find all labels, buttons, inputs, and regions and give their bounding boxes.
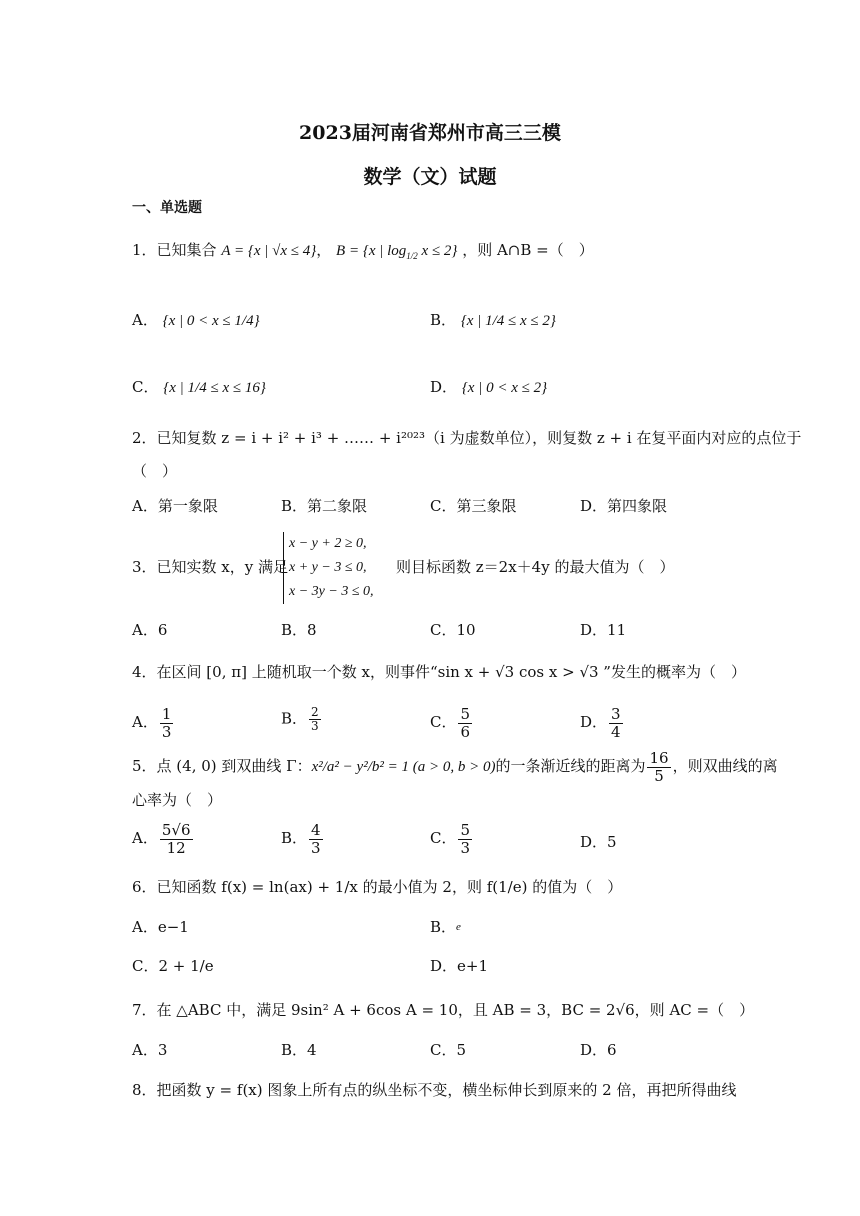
q1-option-b: B． {x | 1/4 ≤ x ≤ 2}: [430, 311, 556, 329]
question-4-stem: 4．在区间 [0, π] 上随机取一个数 x，则事件“sin x + √3 cos x > √3 ”发生的概率为（ ）: [132, 663, 746, 681]
q2-option-d: D．第四象限: [580, 497, 668, 515]
q5-option-b: B． $\frac{4}{3}$: [281, 821, 321, 857]
section-heading: 一、单选题: [132, 200, 202, 216]
question-2-stem-cont: （ ）: [132, 462, 178, 480]
q7-option-b: B．4: [281, 1041, 317, 1059]
q7-option-a: A．3: [132, 1041, 168, 1059]
q1-option-d: D． {x | 0 < x ≤ 2}: [430, 378, 548, 396]
q5-option-a: A． $\frac{5√6}{12}$: [132, 821, 191, 857]
page-subtitle: 数学（文）试题: [363, 166, 497, 188]
q3-constraint-2: x + y − 3 ≤ 0,: [289, 560, 367, 575]
q3-option-c: C．10: [430, 621, 476, 639]
question-5-stem: 5．点 (4, 0) 到双曲线 Γ：x²/a² − y²/b² = 1 (a > 0, b > 0)的一条渐近线的距离为 $\frac{16}{5}$ ，则双曲线的离: [132, 749, 778, 785]
q1-set-a: A = {x | √x ≤ 4}: [221, 243, 317, 259]
q1-option-c: C． {x | 1/4 ≤ x ≤ 16}: [132, 378, 266, 396]
q5-option-c: C． $\frac{5}{3}$: [430, 821, 471, 857]
q4-option-d: D． $\frac{3}{4}$: [580, 705, 621, 741]
question-6-stem: 6．已知函数 f(x) = ln(ax) + 1/x 的最小值为 2，则 f(1/e) 的值为（ ）: [132, 878, 623, 896]
q6-option-a: A．e−1: [132, 918, 189, 936]
page-title: 2023届河南省郑州市高三三模: [299, 122, 561, 144]
question-5-stem-cont: 心率为（ ）: [132, 791, 223, 809]
question-3-stem-a: 3．已知实数 x，y 满足: [132, 558, 289, 576]
q3-option-d: D．11: [580, 621, 627, 639]
q2-option-b: B．第二象限: [281, 497, 368, 515]
q1-set-b: B = {x | $\log_{1/2} x \le 2$}: [336, 243, 458, 261]
q6-option-d: D．e+1: [430, 957, 489, 975]
q2-option-c: C．第三象限: [430, 497, 517, 515]
q3-constraint-1: x − y + 2 ≥ 0,: [289, 536, 367, 551]
q2-option-a: A．第一象限: [132, 497, 218, 515]
q7-option-d: D．6: [580, 1041, 617, 1059]
question-1-stem: 1．已知集合 A = {x | √x ≤ 4}， B = {x | $\log_{1/2} x \le 2$} ，则 A∩B =（ ）: [132, 241, 594, 261]
q5-hyperbola-equation: x²/a² − y²/b² = 1 (a > 0, b > 0): [311, 759, 496, 775]
question-2-stem: 2．已知复数 z = i + i² + i³ + …… + i²⁰²³（i 为虚数单位），则复数 z + i 在复平面内对应的点位于: [132, 429, 802, 447]
question-3-stem-b: 则目标函数 z＝2x＋4y 的最大值为（ ）: [396, 558, 675, 576]
question-7-stem: 7．在 △ABC 中，满足 9sin² A + 6cos A = 10，且 AB = 3，BC = 2√6，则 AC =（ ）: [132, 1001, 755, 1019]
q7-option-c: C．5: [430, 1041, 467, 1059]
q3-option-b: B．8: [281, 621, 317, 639]
q1-option-a: A． {x | 0 < x ≤ 1/4}: [132, 311, 260, 329]
q6-option-c: C．2 + 1/e: [132, 957, 214, 975]
q3-option-a: A．6: [132, 621, 168, 639]
q6-option-b: B．$^e$: [430, 918, 461, 936]
q5-option-d: D．5: [580, 833, 617, 851]
q1-stem-a: 1．已知集合: [132, 241, 217, 259]
q3-constraint-system: [283, 532, 374, 604]
q1-stem-b: ，则 A∩B =（ ）: [462, 241, 594, 259]
q4-option-c: C． $\frac{5}{6}$: [430, 705, 471, 741]
q3-constraint-3: x − 3y − 3 ≤ 0,: [289, 584, 374, 599]
q4-option-b: B． $\frac{2}{3}$: [281, 705, 319, 734]
q4-option-a: A． $\frac{1}{3}$: [132, 705, 172, 741]
question-8-stem: 8．把函数 y = f(x) 图象上所有点的纵坐标不变，横坐标伸长到原来的 2 倍，再把所得曲线: [132, 1081, 737, 1099]
